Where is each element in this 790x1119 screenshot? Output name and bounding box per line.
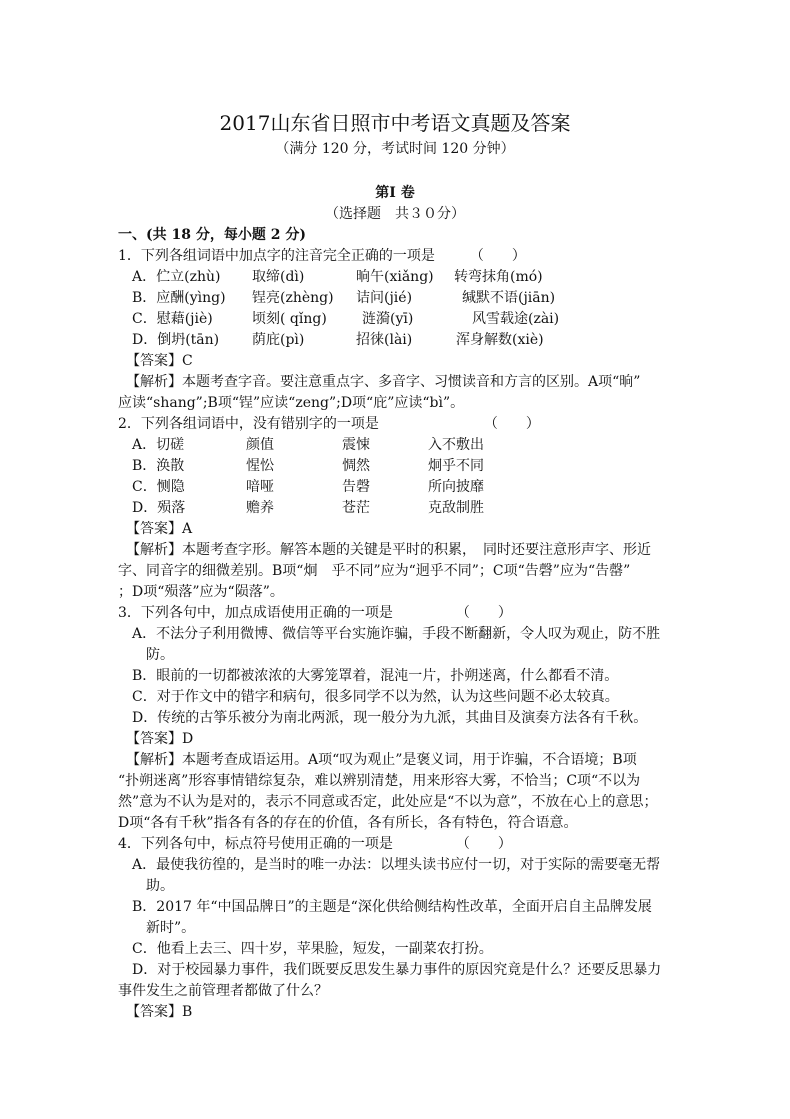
option-word: 诘问(jié) <box>356 290 413 306</box>
option-word: 惺忪 <box>246 458 274 474</box>
question-3-option-b: B．眼前的一切都被浓浓的大雾笼罩着，混沌一片，扑朔迷离，什么都看不清。 <box>132 668 619 684</box>
option-word: 锃亮(zhèng) <box>252 290 334 306</box>
question-4-option-a: A．最使我彷徨的，是当时的唯一办法：以埋头读书应付一切，对于实际的需要毫无帮 <box>132 857 661 873</box>
question-2-option-b <box>132 456 732 476</box>
question-2-analysis-line: ；D项“殒落”应为“陨落”。 <box>118 584 284 600</box>
question-2-analysis-line: 【解析】本题考查字形。解答本题的关键是平时的积累， 同时还要注意形声字、形近 <box>126 542 651 558</box>
question-4-stem: 4．下列各句中，标点符号使用正确的一项是 （ ） <box>118 836 512 852</box>
option-word: 缄默不语(jiān) <box>462 290 556 306</box>
option-word: 转弯抹角(mó) <box>454 269 543 285</box>
question-1-stem: 1．下列各组词语中加点字的注音完全正确的一项是 （ ） <box>118 248 526 264</box>
option-word: 告磬 <box>342 479 370 495</box>
option-word: 惆然 <box>342 458 370 474</box>
question-4-option-d-cont: 事件发生之前管理者都做了什么？ <box>118 983 328 999</box>
question-3-stem: 3．下列各句中，加点成语使用正确的一项是 （ ） <box>118 605 512 621</box>
option-word: 取缔(dì) <box>252 269 305 285</box>
option-word: 苍茫 <box>342 500 370 516</box>
question-3-analysis-line: D项“各有千秋”指各有各的存在的价值，各有所长，各有特色，符合语意。 <box>118 815 578 831</box>
question-2-option-a <box>132 435 732 455</box>
question-4-option-d: D．对于校园暴力事件，我们既要反思发生暴力事件的原因究竟是什么？还要反思暴力 <box>132 962 662 978</box>
option-word: D．殒落 <box>132 500 186 516</box>
document-subtitle: （满分 120 分，考试时间 120 分钟） <box>275 141 515 157</box>
option-word: 颜值 <box>246 437 274 453</box>
question-2-option-d <box>132 498 732 518</box>
option-word: 所向披靡 <box>428 479 484 495</box>
option-word: D．倒坍(tān) <box>132 332 220 348</box>
option-word: 风雪载途(zài) <box>472 311 560 327</box>
option-word: 顷刻( qǐng) <box>252 311 327 327</box>
option-word: 喑哑 <box>246 479 274 495</box>
document-title: 2017山东省日照市中考语文真题及答案 <box>219 111 571 135</box>
question-4-option-b: B．2017 年“中国品牌日”的主题是“深化供给侧结构性改革，全面开启自主品牌发展 <box>132 899 652 915</box>
question-1-option-d <box>132 330 732 350</box>
option-word: B．涣散 <box>132 458 185 474</box>
option-word: 克敌制胜 <box>428 500 484 516</box>
option-word: A．伫立(zhù) <box>132 269 221 285</box>
question-2-option-c <box>132 477 732 497</box>
question-1-answer: 【答案】C <box>126 353 193 369</box>
question-3-option-d: D．传统的古筝乐被分为南北两派，现一般分为九派，其曲目及演奏方法各有千秋。 <box>132 710 648 726</box>
question-4-option-b-cont: 新时”。 <box>146 920 196 936</box>
question-4-option-c: C．他看上去三、四十岁，苹果脸，短发，一副菜农打扮。 <box>132 941 493 957</box>
option-word: 入不敷出 <box>428 437 484 453</box>
question-3-option-c: C．对于作文中的错字和病句，很多同学不以为然，认为这些问题不必太较真。 <box>132 689 619 705</box>
option-word: 赡养 <box>246 500 274 516</box>
question-3-option-a-cont: 防。 <box>146 647 174 663</box>
question-3-option-a: A．不法分子利用微博、微信等平台实施诈骗，手段不断翻新，令人叹为观止，防不胜 <box>132 626 661 642</box>
option-word: 浑身解数(xiè) <box>456 332 544 348</box>
question-2-stem: 2．下列各组词语中，没有错别字的一项是 （ ） <box>118 416 540 432</box>
question-1-option-b <box>132 288 732 308</box>
option-word: 涟漪(yī) <box>362 311 414 327</box>
option-word: 炯乎不同 <box>428 458 484 474</box>
option-word: 晌午(xiǎng) <box>356 269 434 285</box>
question-3-answer: 【答案】D <box>126 731 194 747</box>
question-3-analysis-line: 然”意为不认为是对的，表示不同意或否定，此处应是“不以为意”，不放在心上的意思； <box>118 794 658 810</box>
section-heading: 一、(共 18 分，每小题 2 分) <box>118 227 306 243</box>
question-2-analysis-line: 字、同音字的细微差别。B项“炯 乎不同”应为“迥乎不同”；C项“告磬”应为“告罄” <box>118 563 631 579</box>
option-word: 震悚 <box>342 437 370 453</box>
question-1-analysis-line: 【解析】本题考查字音。要注意重点字、多音字、习惯读音和方言的区别。A项“晌” <box>126 374 641 390</box>
option-word: A．切磋 <box>132 437 185 453</box>
option-word: 荫庇(pì) <box>252 332 305 348</box>
question-3-analysis-line: “扑朔迷离”形容事情错综复杂，难以辨别清楚，用来形容大雾，不恰当；C项“不以为 <box>118 773 641 789</box>
option-word: C．恻隐 <box>132 479 185 495</box>
option-word: 招徕(lài) <box>356 332 413 348</box>
question-1-option-a <box>132 267 732 287</box>
volume-note: （选择题 共３０分） <box>325 206 465 222</box>
question-1-analysis-line: 应读“shang”;B项“锃”应读“zeng”;D项“庇”应读“bì”。 <box>118 395 465 411</box>
option-word: B．应酬(yìng) <box>132 290 226 306</box>
volume-heading: 第Ⅰ 卷 <box>375 185 415 201</box>
question-3-analysis-line: 【解析】本题考查成语运用。A项“叹为观止”是褒义词，用于诈骗，不合语境；B项 <box>126 752 637 768</box>
question-4-answer: 【答案】B <box>126 1004 193 1020</box>
question-4-option-a-cont: 助。 <box>146 878 174 894</box>
question-1-option-c <box>132 309 732 329</box>
option-word: C．慰藉(jiè) <box>132 311 213 327</box>
question-2-answer: 【答案】A <box>126 521 193 537</box>
